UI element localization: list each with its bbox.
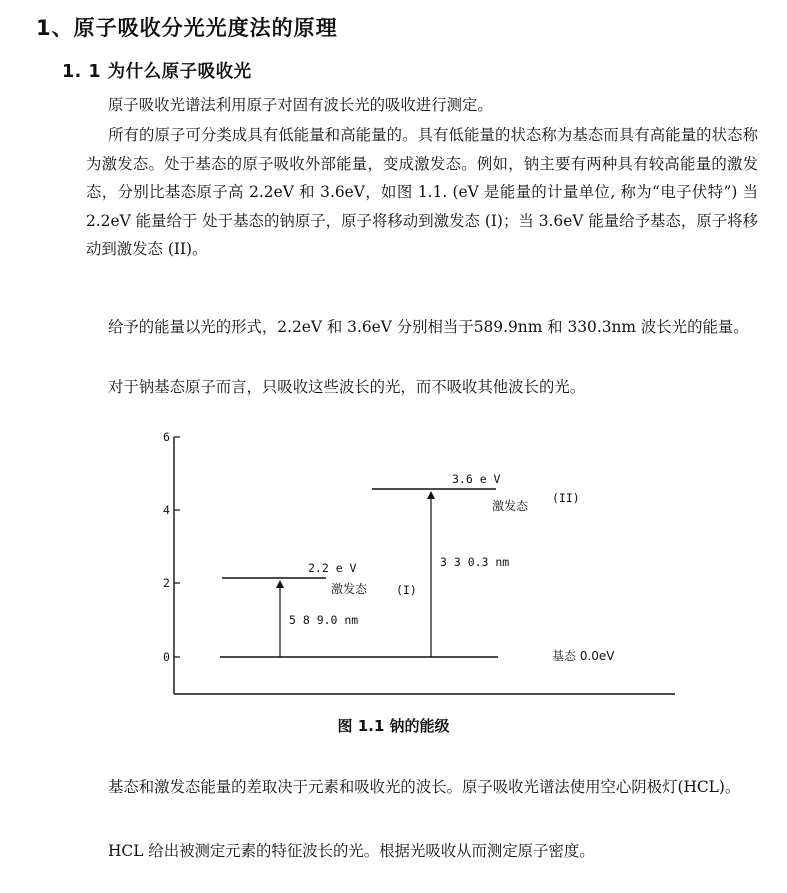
- figure-caption: 图 1.1 钠的能级: [337, 717, 450, 735]
- y-tick-label: 0: [163, 650, 170, 664]
- ground-level-label: 基态 0.0eV: [552, 649, 615, 663]
- paragraph-1-text: 原子吸收光谱法利用原子对固有波长光的吸收进行测定。: [108, 96, 493, 114]
- y-tick-label: 2: [163, 576, 170, 590]
- paragraph-4-text: 对于钠基态原子而言，只吸收这些波长的光，而不吸收其他波长的光。: [108, 378, 586, 396]
- paragraph-5-text: 基态和激发态能量的差取决于元素和吸收光的波长。原子吸收光谱法使用空心阴极灯(HCL)。: [108, 778, 741, 796]
- wavelength-label-2: 3 3 0.3 nm: [440, 555, 510, 569]
- excited-level-2-state: 激发态: [492, 499, 529, 513]
- paragraph-6-text: HCL 给出被测定元素的特征波长的光。根据光吸收从而测定原子密度。: [108, 842, 595, 860]
- paragraph-6: [86, 837, 758, 866]
- paragraph-3-text: 给予的能量以光的形式，2.2eV 和 3.6eV 分别相当于589.9nm 和 330.3nm 波长光的能量。: [108, 318, 749, 336]
- excited-level-2-energy: 3.6 e V: [452, 472, 501, 486]
- excited-level-1-roman: (I): [396, 583, 417, 597]
- excited-level-2-roman: (II): [552, 491, 580, 505]
- y-tick-label: 6: [163, 430, 170, 444]
- excited-level-1-energy: 2.2 e V: [308, 561, 357, 575]
- y-tick-label: 4: [163, 503, 170, 517]
- wavelength-label-1: 5 8 9.0 nm: [289, 613, 359, 627]
- section-title: 1、原子吸收分光光度法的原理: [36, 16, 338, 40]
- paragraph-5: [86, 773, 758, 802]
- excited-level-1-state: 激发态: [331, 582, 368, 596]
- subsection-title: 1. 1 为什么原子吸收光: [62, 62, 252, 82]
- paragraph-2-text: 所有的原子可分类成具有低能量和高能量的。具有低能量的状态称为基态而具有高能量的状态称为激发态。处于基态的原子吸收外部能量，变成激发态。例如，钠主要有两种具有较高能量的激发态，分别比基态原子高 2.2eV 和 3.6eV，如图 1.1. (eV 是能量的计量单位, 称为“电子伏特”) 当 2.2eV 能量给于 处于基态的钠原子，原子将移动到激发态 (I)；当 3.6eV 能量给予基态，原子将移动到激发态 (II)。: [86, 126, 758, 258]
